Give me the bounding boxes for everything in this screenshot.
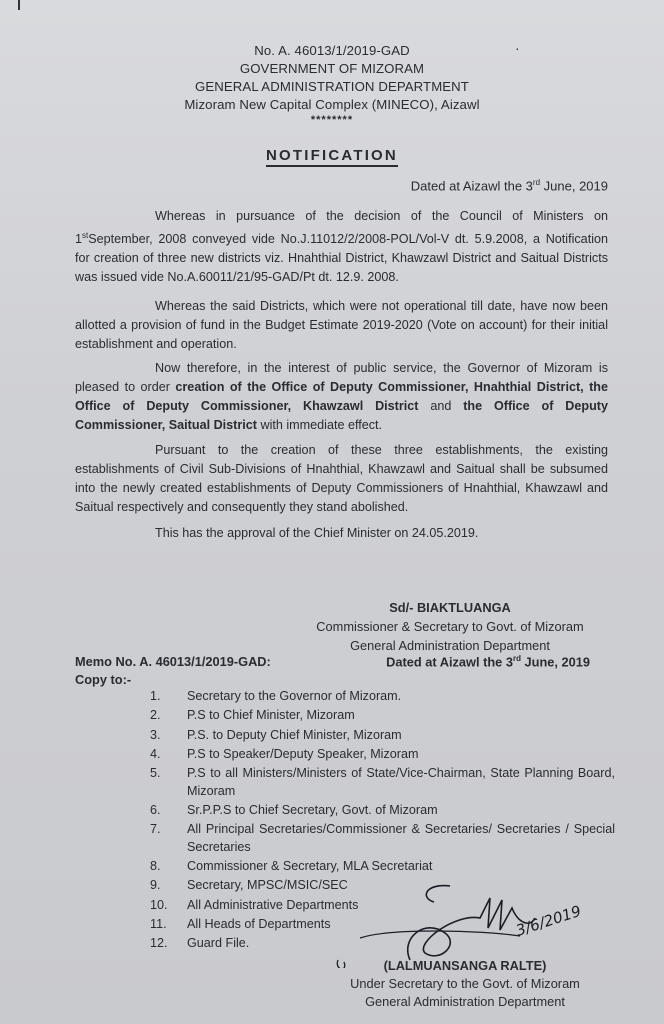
address: Mizoram New Capital Complex (MINECO), Aizawl (184, 97, 480, 112)
list-item-number: 7. (150, 822, 161, 837)
scan-mark-2: · (515, 40, 520, 56)
separator-stars: ******** (310, 114, 354, 126)
notification-date: Dated at Aizawl the 3rd June, 2019 (410, 178, 608, 194)
signatory-block (300, 598, 600, 655)
list-item-text: P.S to Speaker/Deputy Speaker, Mizoram (187, 746, 419, 761)
p3-bold-d: the Office of Deputy Commissioner, Saitual District (75, 399, 608, 432)
list-item-number: 6. (150, 802, 161, 817)
list-item-number: 12. (150, 936, 168, 951)
p3-text-a: Now therefore, in the interest of public service, the Governor of Mizoram is pleased to order (75, 361, 608, 394)
signatory-title-1: Commissioner & Secretary to Govt. of Mizoram (316, 619, 584, 634)
list-item (150, 765, 615, 800)
list-item-text: Guard File. (187, 936, 250, 951)
list-item-text: Sr.P.P.S to Chief Secretary, Govt. of Mizoram (187, 802, 438, 817)
list-item-number: 10. (150, 897, 168, 912)
list-item (150, 688, 615, 706)
list-item (150, 821, 615, 856)
list-item-text: Secretary, MPSC/MSIC/SEC (187, 878, 348, 893)
list-item-number: 4. (150, 746, 161, 761)
paragraph-2: Whereas the said Districts, which were not operational till date, have now been allotted a provision of fund in the Budget Estimate 2019-2020 (Vote on account) for their initial establishment and operation. (75, 299, 608, 351)
handwritten-date: 3/6/2019 (513, 901, 584, 940)
notification-title-text: NOTIFICATION (266, 147, 398, 167)
handwritten-signature (330, 878, 590, 968)
list-item-number: 8. (150, 859, 161, 874)
paragraph-4: Pursuant to the creation of these three establishments, the existing establishments of Civil Sub-Divisions of Hnahthial, Khawzawl and Saitual shall be subsumed into the newly created establishments of Deputy Commissioners of Hnahthial, Khawzawl and Saitual respectively and consequently they stand abolished. (75, 443, 608, 514)
list-item-text: Secretary to the Governor of Mizoram. (187, 689, 402, 703)
signer-title-1: Under Secretary to the Govt. of Mizoram (350, 976, 580, 991)
memo-number: Memo No. A. 46013/1/2019-GAD: (75, 654, 271, 669)
signer-title-2: General Administration Department (365, 994, 565, 1009)
paragraph-1: Whereas in pursuance of the decision of the Council of Ministers on 1stSeptember, 2008 conveyed vide No.J.11012/2/2008-POL/Vol-V dt. 5.9.2008, a Notification for creation of three new districts viz. Hnahthial District, Khawzawl District and Saitual Districts was issued vide No.A.60011/21/95-GAD/Pt dt. 12.9. 2008. (75, 209, 608, 285)
list-item (150, 746, 615, 764)
signatory-name: Sd/- BIAKTLUANGA (389, 600, 511, 615)
list-item-number: 9. (150, 878, 161, 893)
memo-date: Dated at Aizawl the 3rd June, 2019 (386, 654, 590, 670)
list-item-text: All Principal Secretaries/Commissioner & Secretaries/ Secretaries / Special Secretaries (187, 822, 615, 854)
list-item (150, 802, 615, 820)
list-item-text: All Administrative Departments (187, 897, 359, 912)
reference-number: No. A. 46013/1/2019-GAD (254, 43, 410, 58)
signer-block (340, 957, 590, 1011)
list-item (150, 858, 615, 876)
paragraph-5: This has the approval of the Chief Minister on 24.05.2019. (155, 526, 479, 540)
list-item-number: 3. (150, 727, 161, 742)
copy-to-label: Copy to:- (75, 672, 132, 687)
p3-text-e: with immediate effect. (256, 418, 383, 432)
scan-mark (18, 0, 20, 10)
list-item (150, 707, 615, 725)
list-item-text: Commissioner & Secretary, MLA Secretariat (187, 859, 433, 874)
list-item-number: 2. (150, 708, 161, 723)
p3-bold-b: creation of the Office of Deputy Commissioner, Hnahthial District, the Office of Deputy Commissioner, Khawzawl District (75, 380, 608, 413)
list-item-text: P.S to all Ministers/Ministers of State/Vice-Chairman, State Planning Board, Mizoram (187, 766, 615, 798)
signatory-title-2: General Administration Department (350, 638, 550, 653)
paragraph-3 (75, 359, 608, 435)
p3-text-c: and (418, 399, 464, 413)
list-item-text: P.S to Chief Minister, Mizoram (187, 708, 355, 723)
letterhead (0, 42, 664, 126)
list-item-text: All Heads of Departments (187, 916, 331, 931)
list-item-text: P.S. to Deputy Chief Minister, Mizoram (187, 727, 402, 742)
government-name: GOVERNMENT OF MIZORAM (239, 61, 425, 76)
signer-name: (LALMUANSANGA RALTE) (383, 958, 547, 973)
list-item (150, 727, 615, 745)
department-name: GENERAL ADMINISTRATION DEPARTMENT (195, 79, 469, 94)
list-item-number: 1. (150, 689, 161, 703)
list-item-number: 5. (150, 766, 161, 781)
list-item-number: 11. (150, 916, 167, 931)
notification-title (0, 147, 664, 164)
